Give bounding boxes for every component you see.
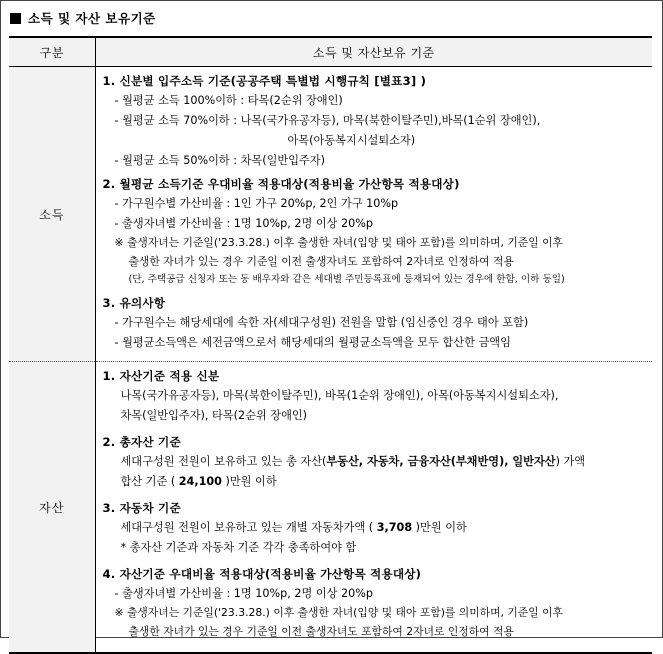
- asset-s1-para1: 나목(국가유공자등), 마목(북한이탈주민), 바목(1순위 장애인), 아목(아동복지시설퇴소자),: [120, 389, 559, 402]
- asset-s2-text: 세대구성원 전원이 보유하고 있는 총 자산(: [120, 455, 327, 468]
- asset-label: 자산: [9, 362, 95, 654]
- income-section-1: [103, 71, 653, 171]
- asset-section-2: [103, 432, 653, 492]
- car-limit-suffix: )만원 이하: [412, 521, 467, 534]
- income-label: 소득: [9, 67, 95, 362]
- income-s2-line2: - 출생자녀별 가산비율 : 1명 10%p, 2명 이상 20%p: [114, 217, 373, 230]
- asset-s4-line1: - 출생자녀별 가산비율 : 1명 10%p, 2명 이상 20%p: [114, 587, 373, 600]
- asset-s3-para1: [103, 518, 653, 538]
- asset-s2-para1: [103, 452, 653, 472]
- asset-s4-note1: ※ 출생자녀는 기준일('23.3.28.) 이후 출생한 자녀(입양 및 태아 포함)를 의미하며, 기준일 이후: [114, 606, 563, 619]
- income-s2-line1: - 가구원수별 가산비율 : 1인 가구 20%p, 2인 가구 10%p: [114, 197, 399, 210]
- income-s1-line2: - 월평균 소득 70%이하 : 나목(국가유공자등), 마목(북한이탈주민),바목(1순위 장애인),: [114, 114, 541, 127]
- income-s1-heading: 1. 신분별 입주소득 기준(공공주택 특별법 시행규칙 [별표3] ): [102, 74, 427, 88]
- asset-s4-heading: 4. 자산기준 우대비율 적용대상(적용비율 가산항목 적용대상): [102, 567, 422, 581]
- asset-s4-note2: 출생한 자녀가 있는 경우 기준일 이전 출생자녀도 포함하여 2자녀로 인정하여 적용: [128, 624, 514, 638]
- asset-s2-limit-suffix: )만원 이하: [221, 475, 277, 488]
- total-asset-limit-value: 24,100: [178, 475, 222, 488]
- car-limit-prefix: 세대구성원 전원이 보유하고 있는 개별 자동차가액 (: [120, 521, 377, 534]
- table-header-row: [9, 37, 652, 67]
- asset-s2-text-end: ) 가액: [555, 455, 586, 468]
- asset-s3-heading: 3. 자동차 기준: [102, 501, 181, 515]
- income-section-3: [103, 293, 653, 353]
- asset-section-1: [103, 366, 653, 426]
- income-content: [95, 67, 652, 362]
- income-s3-heading: 3. 유의사항: [102, 295, 166, 310]
- income-row: [9, 67, 652, 362]
- income-section-2: [103, 174, 653, 290]
- income-s2-note2: 출생한 자녀가 있는 경우 기준일 이전 출생자녀도 포함하여 2자녀로 인정하여 적용: [128, 254, 514, 268]
- income-s2-note3: (단, 주택공급 신청자 또는 동 배우자와 같은 세대별 주민등록표에 등재되어 있는 경우에 한함, 이하 동일): [128, 274, 565, 285]
- section-title-text: 소득 및 자산 보유기준: [28, 11, 156, 26]
- asset-types-bold: 부동산, 자동차, 금융자산(부채반영), 일반자산: [326, 455, 556, 468]
- income-s3-line1: - 가구원수는 해당세대에 속한 자(세대구성원) 전원을 말함 (임신중인 경우 태아 포함): [114, 315, 529, 329]
- header-criteria: 소득 및 자산보유 기준: [95, 37, 652, 67]
- income-s1-line2b: 아목(아동복지시설퇴소자): [287, 134, 416, 147]
- criteria-table: [9, 36, 652, 654]
- asset-section-3: [103, 498, 653, 558]
- asset-row: [9, 362, 652, 654]
- income-s1-line1: - 월평균 소득 100%이하 : 타목(2순위 장애인): [114, 94, 343, 107]
- asset-s2-para2: [103, 472, 653, 492]
- asset-s2-heading: 2. 총자산 기준: [102, 435, 181, 449]
- car-limit-value: 3,708: [376, 521, 413, 534]
- income-s2-note1: ※ 출생자녀는 기준일('23.3.28.) 이후 출생한 자녀(입양 및 태아 포함)를 의미하며, 기준일 이후: [114, 236, 563, 249]
- asset-s1-heading: 1. 자산기준 적용 신분: [102, 369, 220, 383]
- asset-content: [95, 362, 652, 654]
- square-bullet-icon: [10, 13, 21, 24]
- income-s1-line3: - 월평균 소득 50%이하 : 차목(일반입주자): [114, 154, 325, 167]
- asset-s1-para2: 차목(일반입주자), 타목(2순위 장애인): [120, 409, 308, 422]
- header-category: 구분: [9, 37, 95, 67]
- asset-s3-para2: * 총자산 기준과 자동차 기준 각각 충족하여야 함: [120, 541, 357, 554]
- asset-s2-limit-prefix: 합산 기준 (: [120, 475, 179, 488]
- income-s3-line2: - 월평균소득액은 세전금액으로서 해당세대의 월평균소득액을 모두 합산한 금액임: [114, 335, 511, 349]
- section-title: [10, 9, 156, 27]
- asset-section-4: [103, 564, 653, 641]
- income-s2-heading: 2. 월평균 소득기준 우대비율 적용대상(적용비율 가산항목 적용대상): [102, 177, 460, 191]
